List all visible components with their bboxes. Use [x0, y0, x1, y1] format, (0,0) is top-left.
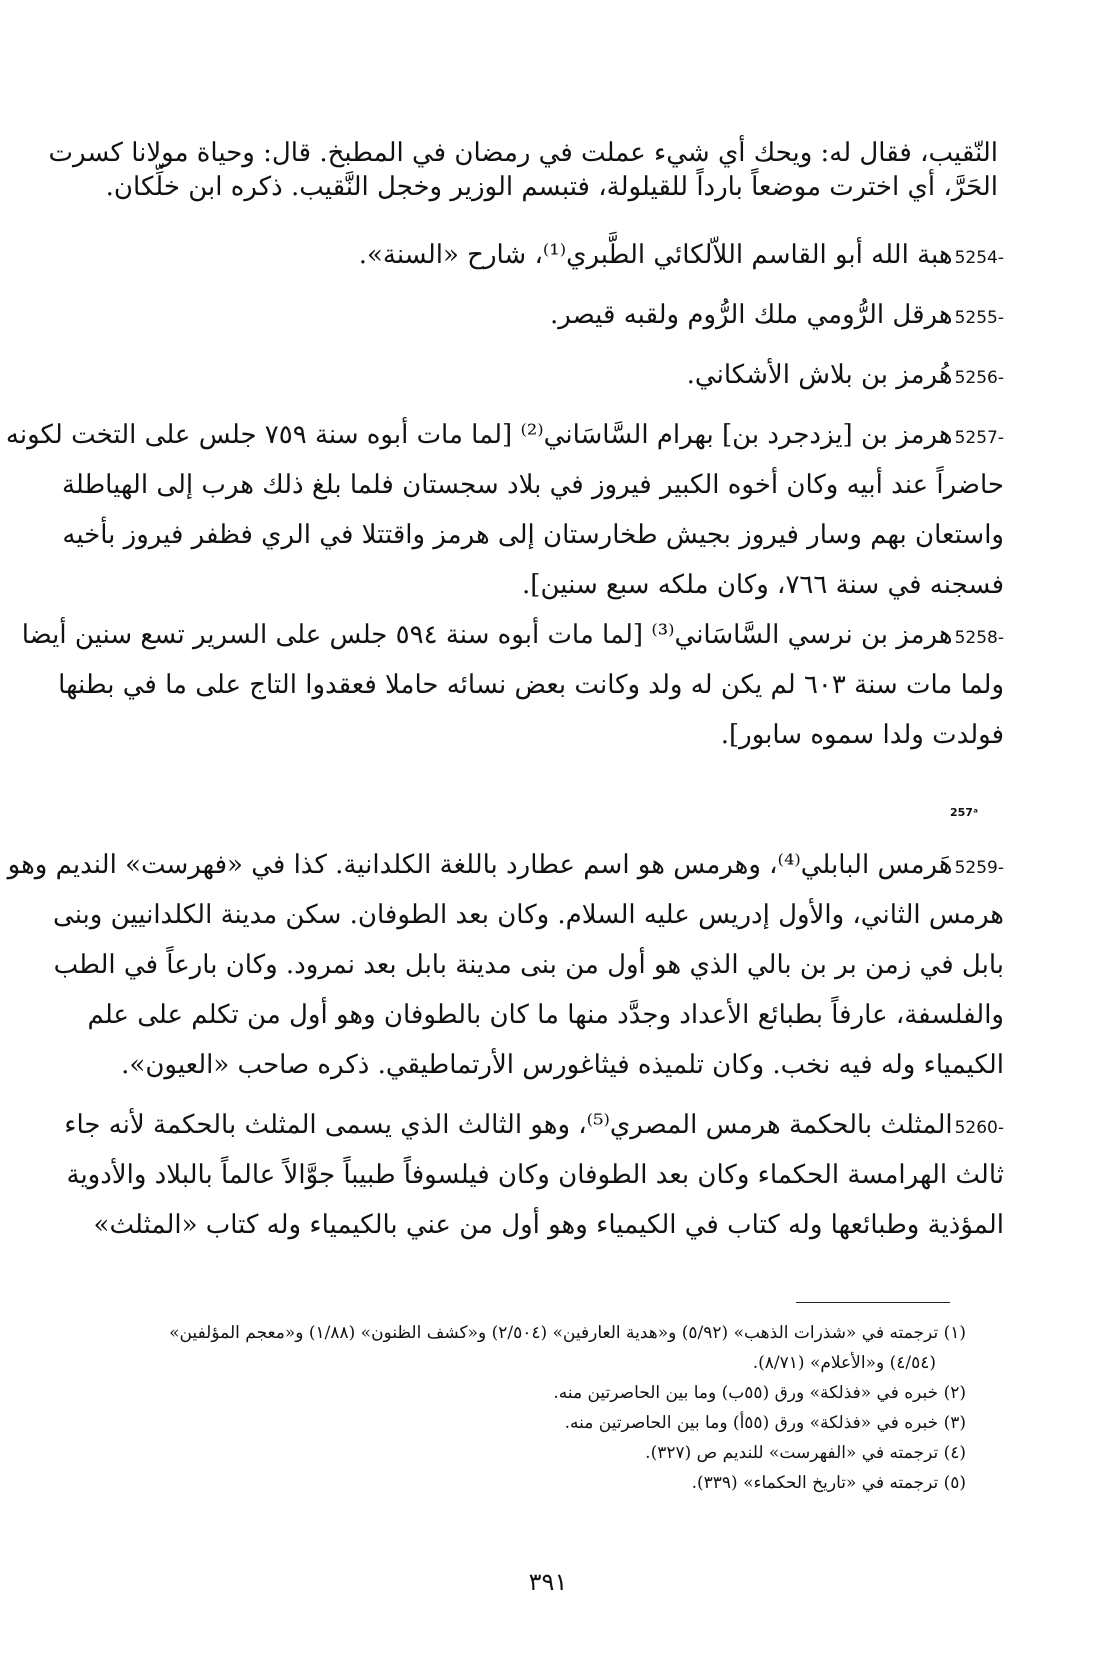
folio-marker: 257ᵃ	[950, 806, 978, 819]
entry-5258	[21, 618, 1004, 752]
footnote: (٣) خبره في «فذلكة» ورق (٥٥أ) وما بين الحاصرتين منه.	[564, 1413, 966, 1433]
entry-text: هرقل الرُّومي ملك الرُّوم ولقبه قيصر.	[550, 300, 953, 330]
text-line: فولدت ولدا سموه سابور].	[720, 720, 1004, 750]
text-line: المؤذية وطبائعها وله كتاب في الكيمياء وهو أول من عني بالكيمياء وله كتاب «المثلث»	[93, 1210, 1004, 1240]
text-line: والفلسفة، عارفاً بطبائع الأعداد وجدَّد منها ما كان بالطوفان وهو أول من تكلم على علم	[87, 1000, 1004, 1030]
entry-number: 5255-	[954, 308, 1004, 328]
text-line: ولما مات سنة ٦٠٣ لم يكن له ولد وكانت بعض نسائه حاملا فعقدوا التاج على ما في بطنها	[58, 670, 1004, 700]
text-line: النّقيب، فقال له: ويحك أي شيء عملت في رمضان في المطبخ. قال: وحياة مولانا كسرت	[48, 138, 998, 168]
text-line: ثالث الهرامسة الحكماء وكان بعد الطوفان وكان فيلسوفاً طبيباً جوَّالاً عالماً بالبلاد والأدوية	[66, 1160, 1004, 1190]
text-line: الحَرَّ، أي اخترت موضعاً بارداً للقيلولة، فتبسم الوزير وخجل النَّقيب. ذكره ابن خلِّكان.	[105, 172, 998, 202]
text-line: الكيمياء وله فيه نخب. وكان تلميذه فيثاغورس الأرتماطيقي. ذكره صاحب «العيون».	[121, 1050, 1004, 1080]
entry-5256	[120, 358, 1004, 392]
footnote: (٢) خبره في «فذلكة» ورق (٥٥ب) وما بين الحاصرتين منه.	[553, 1383, 966, 1403]
entry-number: 5259-	[954, 858, 1004, 878]
entry-text: هَرمس البابلي⁽⁴⁾، وهرمس هو اسم عطارد باللغة الكلدانية. كذا في «فهرست» النديم وهو	[7, 850, 953, 880]
footnote-divider	[796, 1302, 950, 1303]
entry-number: 5257-	[954, 428, 1004, 448]
text-line: هرمس الثاني، والأول إدريس عليه السلام. وكان بعد الطوفان. سكن مدينة الكلدانيين وبنى	[53, 900, 1004, 930]
entry-number: 5254-	[954, 248, 1004, 268]
text-line: بابل في زمن بر بن بالي الذي هو أول من بنى مدينة بابل بعد نمرود. وكان بارعاً في الطب	[53, 950, 1004, 980]
text-line: واستعان بهم وسار فيروز بجيش طخارستان إلى هرمز واقتتلا في الري فظفر فيروز بأخيه	[62, 520, 1004, 550]
entry-text: هرمز بن [يزدجرد بن] بهرام السَّاسَاني⁽²⁾ [لما مات أبوه سنة ٧٥٩ جلس على التخت لكونه	[5, 420, 953, 450]
entry-number: 5258-	[954, 628, 1004, 648]
entry-5259	[7, 848, 1004, 1082]
footnote: (٥) ترجمته في «تاريخ الحكماء» (٣٣٩).	[691, 1473, 966, 1493]
entry-text: هُرمز بن بلاش الأشكاني.	[686, 360, 953, 390]
footnotes	[120, 1318, 966, 1498]
entry-5257	[5, 418, 1004, 602]
continuation-text	[48, 136, 998, 204]
entry-number: 5256-	[954, 368, 1004, 388]
footnote: (٤/٥٤) و«الأعلام» (٨/٧١).	[752, 1353, 936, 1373]
entry-text: هبة الله أبو القاسم اللاّلكائي الطَّبري⁽¹⁾، شارح «السنة».	[358, 240, 953, 270]
footnote: (١) ترجمته في «شذرات الذهب» (٥/٩٢) و«هدية العارفين» (٢/٥٠٤) و«كشف الظنون» (١/٨٨) و«معجم المؤلفين»	[169, 1323, 966, 1343]
footnote: (٤) ترجمته في «الفهرست» للنديم ص (٣٢٧).	[645, 1443, 966, 1463]
text-line: فسجنه في سنة ٧٦٦، وكان ملكه سبع سنين].	[522, 570, 1004, 600]
page-number: ٣٩١	[528, 1568, 568, 1596]
entry-text: هرمز بن نرسي السَّاسَاني⁽³⁾ [لما مات أبوه سنة ٥٩٤ جلس على السرير تسع سنين أيضا	[21, 620, 953, 650]
text-line: حاضراً عند أبيه وكان أخوه الكبير فيروز في بلاد سجستان فلما بلغ ذلك هرب إلى الهياطلة	[61, 470, 1004, 500]
entry-text: المثلث بالحكمة هرمس المصري⁽⁵⁾، وهو الثالث الذي يسمى المثلث بالحكمة لأنه جاء	[64, 1110, 953, 1140]
entry-5254	[120, 238, 1004, 272]
entry-5260	[64, 1108, 1004, 1242]
entry-5255	[120, 298, 1004, 332]
entry-number: 5260-	[954, 1118, 1004, 1138]
